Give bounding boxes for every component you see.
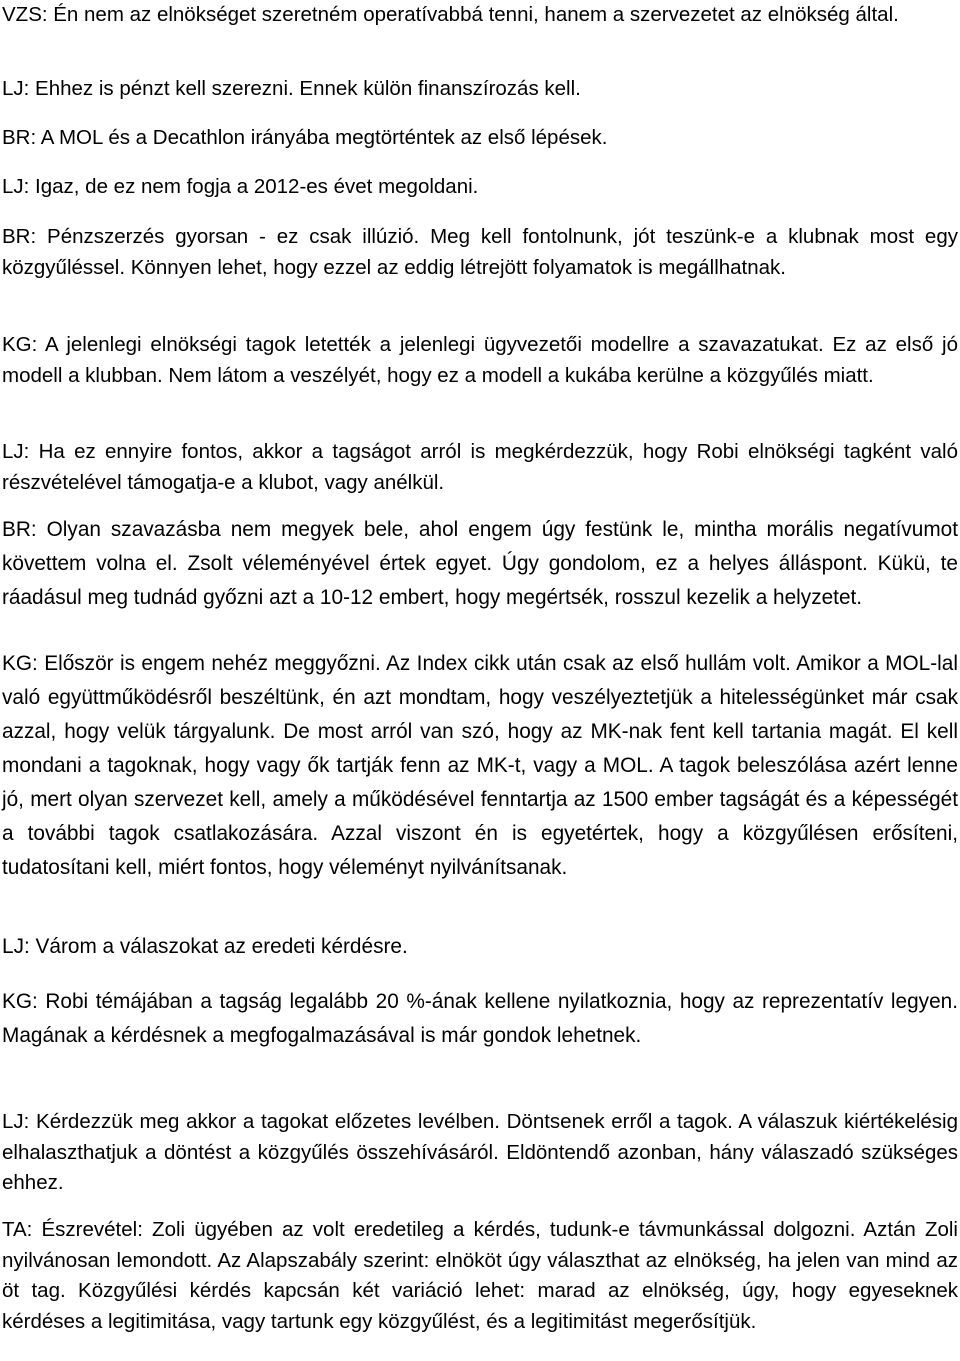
paragraph-lj-1: LJ: Ehhez is pénzt kell szerezni. Ennek külön finanszírozás kell. — [2, 77, 581, 100]
paragraph-br-3: BR: Olyan szavazásba nem megyek bele, ahol engem úgy festünk le, mintha morális negatívumot követtem volna el. Zsolt véleményével értek egyet. Úgy gondolom, ez a helyes álláspont. Kükü, te ráadásul meg tudnád győzni azt a 10-12 embert, hogy megértsék, rosszul kezelik a helyzetet. — [2, 518, 958, 609]
paragraph-lj-2: LJ: Igaz, de ez nem fogja a 2012-es évet megoldani. — [2, 175, 479, 198]
paragraph-vzs-1: VZS: Én nem az elnökséget szeretném operatívabbá tenni, hanem a szervezetet az elnökség által. — [2, 3, 899, 26]
paragraph-lj-3: LJ: Ha ez ennyire fontos, akkor a tagságot arról is megkérdezzük, hogy Robi elnökségi tagként való részvételével támogatja-e a klubot, vagy anélkül. — [2, 440, 958, 494]
paragraph-br-2: BR: Pénzszerzés gyorsan - ez csak illúzió. Meg kell fontolnunk, jót teszünk-e a klubnak most egy közgyűléssel. Könnyen lehet, hogy ezzel az eddig létrejött folyamatok is megállhatnak. — [2, 225, 958, 279]
paragraph-kg-1: KG: A jelenlegi elnökségi tagok letették a jelenlegi ügyvezetői modellre a szavazatukat. Ez az első jó modell a klubban. Nem látom a veszélyét, hogy ez a modell a kukába kerülne a közgyűlés miatt. — [2, 333, 958, 387]
paragraph-ta-1: TA: Észrevétel: Zoli ügyében az volt eredetileg a kérdés, tudunk-e távmunkással dolgozni. Aztán Zoli nyilvánosan lemondott. Az Alapszabály szerint: elnököt úgy választhat az elnökség, ha jelen van mind az öt tag. Közgyűlési kérdés kapcsán két variáció lehet: marad az elnökség, úgy, hogy egyeseknek kérdéses a legitimitása, vagy tartunk egy közgyűlést, és a legitimitást megerősítjük. — [2, 1218, 958, 1333]
paragraph-kg-3: KG: Robi témájában a tagság legalább 20 %-ának kellene nyilatkoznia, hogy az reprezentatív legyen. Magának a kérdésnek a megfogalmazásával is már gondok lehetnek. — [2, 990, 958, 1047]
paragraph-br-1: BR: A MOL és a Decathlon irányába megtörténtek az első lépések. — [2, 126, 608, 149]
paragraph-lj-4: LJ: Várom a válaszokat az eredeti kérdésre. — [2, 935, 408, 958]
paragraph-kg-2: KG: Először is engem nehéz meggyőzni. Az Index cikk után csak az első hullám volt. Amikor a MOL-lal való együttműködésről beszéltünk, én azt mondtam, hogy veszélyeztetjük a hitelességünket már csak azzal, hogy velük tárgyalunk. De most arról van szó, hogy az MK-nak fent kell tartania magát. El kell mondani a tagoknak, hogy vagy ők tartják fenn az MK-t, vagy a MOL. A tagok beleszólása azért lenne jó, mert olyan szervezet kell, amely a működésével fenntartja az 1500 ember tagságát és a képességét a további tagok csatlakozására. Azzal viszont én is egyetértek, hogy a közgyűlésen erősíteni, tudatosítani kell, miért fontos, hogy véleményt nyilvánítsanak. — [2, 652, 958, 879]
paragraph-lj-5: LJ: Kérdezzük meg akkor a tagokat előzetes levélben. Döntsenek erről a tagok. A válaszuk kiértékelésig elhalaszthatjuk a döntést a közgyűlés összehívásáról. Eldöntendő azonban, hány válaszadó szükséges ehhez. — [2, 1110, 958, 1194]
